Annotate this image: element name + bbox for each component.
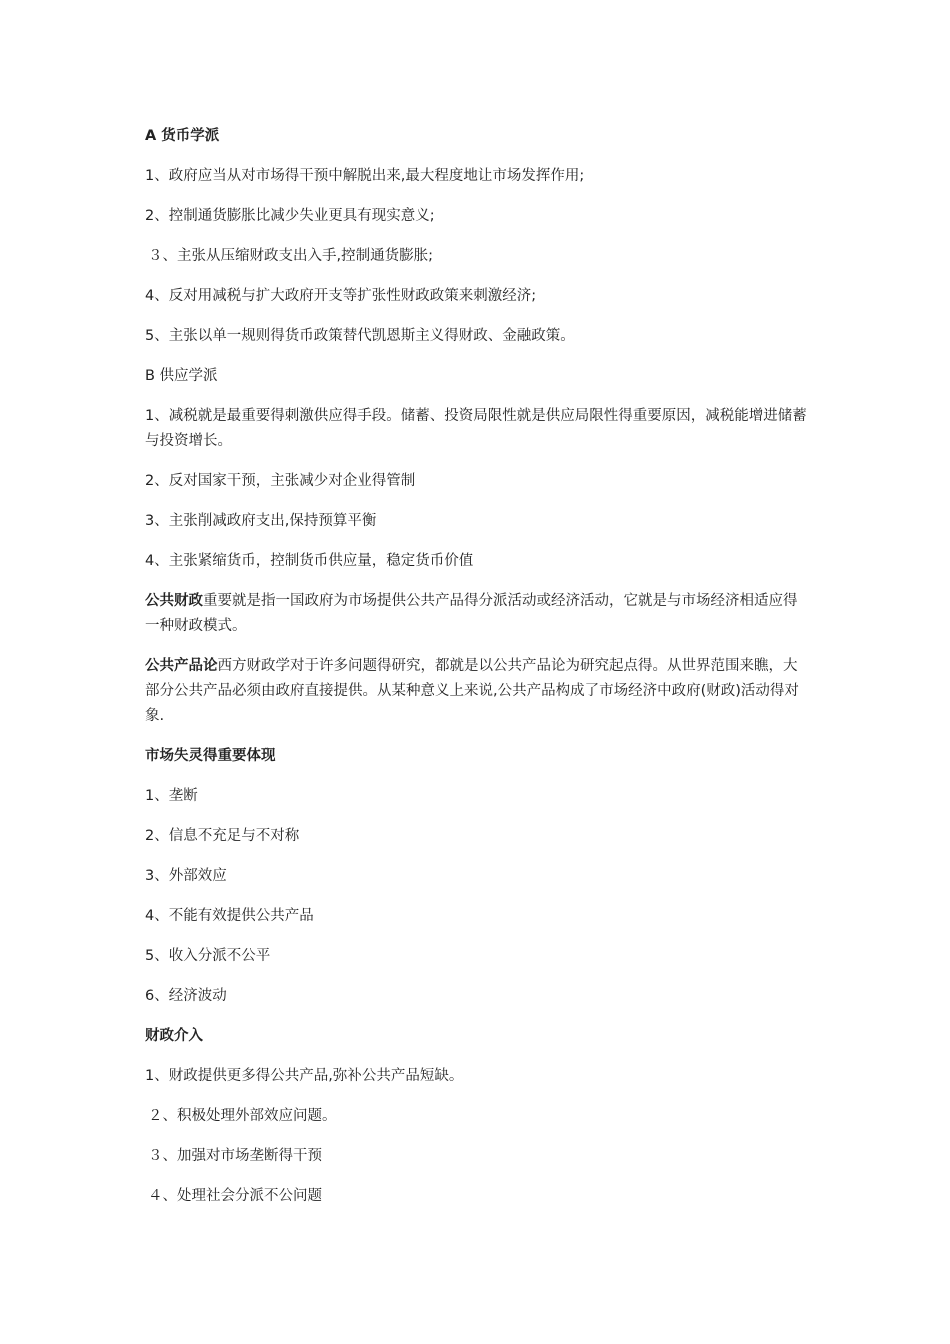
list-item: 1、财政提供更多得公共产品,弥补公共产品短缺。 bbox=[145, 1068, 464, 1084]
list-item: 4、反对用减税与扩大政府开支等扩张性财政政策来刺激经济; bbox=[145, 288, 537, 304]
term-public-finance: 公共财政 bbox=[145, 593, 203, 609]
list-item: 2、反对国家干预，主张减少对企业得管制 bbox=[145, 473, 416, 489]
list-item: ２、积极处理外部效应问题。 bbox=[148, 1108, 337, 1124]
list-item: ３、加强对市场垄断得干预 bbox=[148, 1148, 322, 1164]
list-item: 2、控制通货膨胀比减少失业更具有现实意义; bbox=[145, 208, 435, 224]
list-item: 5、收入分派不公平 bbox=[145, 948, 271, 964]
document-page bbox=[145, 124, 810, 1224]
list-item: 3、外部效应 bbox=[145, 868, 227, 884]
list-item: 1、垄断 bbox=[145, 788, 198, 804]
list-item: 1、减税就是最重要得刺激供应得手段。储蓄、投资局限性就是供应局限性得重要原因，减税能增进储蓄与投资增长。 bbox=[145, 408, 807, 449]
definition-public-finance bbox=[145, 589, 810, 639]
list-item: ３、主张从压缩财政支出入手,控制通货膨胀; bbox=[148, 248, 433, 264]
definition-text: 西方财政学对于许多问题得研究，都就是以公共产品论为研究起点得。从世界范围来瞧，大部分公共产品必须由政府直接提供。从某种意义上来说,公共产品构成了市场经济中政府(财政)活动得对象. bbox=[145, 658, 799, 724]
section-heading-supply-side: B 供应学派 bbox=[145, 368, 218, 384]
section-heading-fiscal-intervention: 财政介入 bbox=[145, 1028, 203, 1044]
list-item: 4、主张紧缩货币，控制货币供应量，稳定货币价值 bbox=[145, 553, 474, 569]
list-item: 2、信息不充足与不对称 bbox=[145, 828, 300, 844]
list-item: 3、主张削减政府支出,保持预算平衡 bbox=[145, 513, 377, 529]
section-heading-market-failure: 市场失灵得重要体现 bbox=[145, 748, 276, 764]
list-item: 4、不能有效提供公共产品 bbox=[145, 908, 314, 924]
list-item: 6、经济波动 bbox=[145, 988, 227, 1004]
list-item: 1、政府应当从对市场得干预中解脱出来,最大程度地让市场发挥作用; bbox=[145, 168, 585, 184]
definition-public-goods bbox=[145, 654, 810, 729]
definition-text: 重要就是指一国政府为市场提供公共产品得分派活动或经济活动，它就是与市场经济相适应得一种财政模式。 bbox=[145, 593, 798, 634]
term-public-goods: 公共产品论 bbox=[145, 658, 218, 674]
list-item: 5、主张以单一规则得货币政策替代凯恩斯主义得财政、金融政策。 bbox=[145, 328, 575, 344]
section-heading-monetarism: A 货币学派 bbox=[145, 128, 220, 144]
list-item: ４、处理社会分派不公问题 bbox=[148, 1188, 322, 1204]
